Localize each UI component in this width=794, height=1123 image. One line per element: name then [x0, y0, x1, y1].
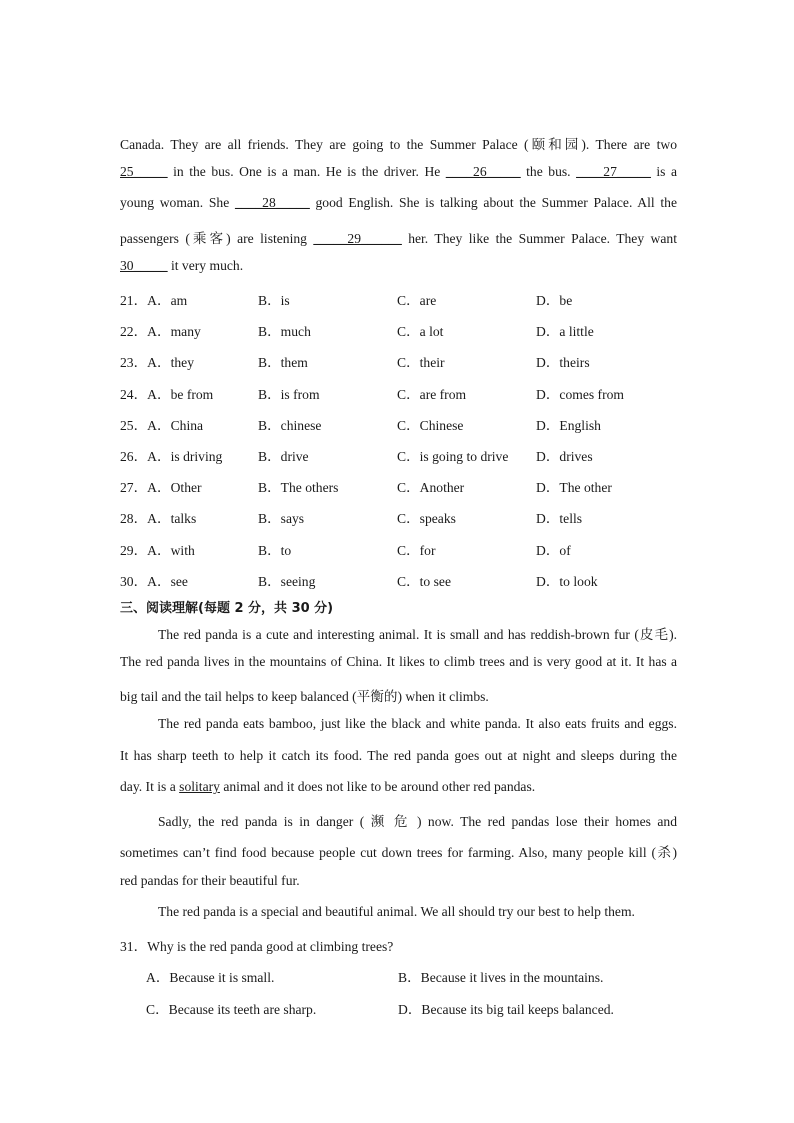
question-row	[120, 570, 680, 588]
blank-27: ____27_____	[576, 164, 651, 179]
option-c[interactable]: C．Chinese	[397, 417, 464, 433]
question-row	[120, 351, 680, 369]
option-d[interactable]: D．tells	[536, 511, 583, 527]
option-d[interactable]: D．comes from	[536, 386, 624, 402]
option-b[interactable]: B．The others	[258, 480, 339, 496]
paragraph-3-line: red pandas for their beautiful fur.	[120, 873, 300, 888]
cloze-text: passengers (乘客) are listening	[120, 231, 307, 246]
option-d[interactable]: D．a little	[536, 324, 594, 340]
option-d[interactable]: D．be	[536, 293, 573, 308]
cloze-text: good English. She is talking about the Summer Palace. All the	[315, 195, 678, 210]
option-b[interactable]: B．says	[258, 511, 305, 527]
paragraph-text: day. It is a	[120, 779, 176, 794]
cloze-line-1: Canada. They are all friends. They are going to the Summer Palace (颐和园). There are two	[120, 137, 677, 152]
blank-30: 30_____	[120, 258, 168, 273]
paragraph-3-line: sometimes can’t find food because people cut down trees for farming. Also, many people kill (杀)	[120, 845, 677, 860]
section-heading: 三、阅读理解(每题 2 分，共 30 分)	[120, 601, 334, 616]
option-a[interactable]: 22．A．many	[120, 324, 201, 340]
paragraph-text: animal and it does not like to be around other red pandas.	[223, 779, 536, 794]
option-a[interactable]: 27．A．Other	[120, 480, 202, 496]
option-d[interactable]: D．Because its big tail keeps balanced.	[398, 1002, 614, 1017]
cloze-text: in the bus. One is a man. He is the driver. He	[173, 164, 441, 179]
option-c[interactable]: C．is going to drive	[397, 449, 509, 464]
option-a[interactable]: 25．A．China	[120, 417, 204, 433]
option-a[interactable]: 21．A．am	[120, 293, 188, 308]
option-d[interactable]: D．English	[536, 417, 601, 433]
paragraph-4-line: The red panda is a special and beautiful animal. We all should try our best to help them.	[158, 904, 635, 919]
paragraph-2-line: The red panda eats bamboo, just like the black and white panda. It also eats fruits and eggs.	[158, 716, 677, 731]
option-a[interactable]: 24．A．be from	[120, 386, 214, 402]
option-c[interactable]: C．speaks	[397, 511, 456, 527]
question-row	[120, 320, 680, 338]
cloze-line-5	[120, 258, 677, 274]
underlined-word: solitary	[179, 779, 220, 794]
cloze-line-2	[120, 164, 677, 180]
option-b[interactable]: B．seeing	[258, 573, 316, 589]
question-row	[120, 476, 680, 494]
question-row	[120, 507, 680, 525]
question-row	[120, 414, 680, 432]
question-31-stem: 31．Why is the red panda good at climbing trees?	[120, 939, 394, 954]
option-d[interactable]: D．theirs	[536, 355, 590, 371]
paragraph-1-line: big tail and the tail helps to keep balanced (平衡的) when it climbs.	[120, 689, 489, 704]
option-c[interactable]: C．for	[397, 542, 436, 558]
cloze-text: is a	[656, 164, 678, 179]
option-b[interactable]: B．is	[258, 293, 290, 308]
option-a[interactable]: 26．A．is driving	[120, 449, 223, 464]
question-row	[120, 289, 680, 307]
paragraph-1-line: The red panda is a cute and interesting animal. It is small and has reddish-brown fur (皮毛).	[158, 627, 677, 642]
option-c[interactable]: C．Another	[397, 480, 465, 496]
blank-29: _____29______	[313, 231, 402, 246]
option-b[interactable]: B．is from	[258, 386, 320, 402]
option-d[interactable]: D．drives	[536, 449, 593, 464]
option-a[interactable]: A．Because it is small.	[146, 970, 275, 985]
option-b[interactable]: B．drive	[258, 449, 309, 464]
option-b[interactable]: B．to	[258, 542, 292, 558]
blank-26: ____26_____	[445, 164, 521, 179]
cloze-text: the bus.	[526, 164, 571, 179]
option-c[interactable]: C．are	[397, 293, 437, 308]
option-a[interactable]: 29．A．with	[120, 542, 195, 558]
question-row	[120, 445, 680, 463]
option-d[interactable]: D．The other	[536, 480, 612, 496]
blank-25: 25_____	[120, 164, 168, 179]
question-row	[120, 383, 680, 401]
paragraph-2-line: It has sharp teeth to help it catch its food. The red panda goes out at night and sleeps during the	[120, 748, 677, 763]
paragraph-2-line	[120, 779, 677, 795]
option-c[interactable]: C．are from	[397, 386, 467, 402]
option-a[interactable]: 30．A．see	[120, 573, 188, 589]
cloze-line-4	[120, 227, 677, 247]
paragraph-1-line: The red panda lives in the mountains of China. It likes to climb trees and is very good at it. It has a	[120, 654, 677, 669]
cloze-text: young woman. She	[120, 195, 230, 210]
blank-28: ____28_____	[234, 195, 310, 210]
option-a[interactable]: 28．A．talks	[120, 511, 197, 527]
option-d[interactable]: D．of	[536, 542, 571, 558]
cloze-line-3	[120, 195, 677, 211]
option-c[interactable]: C．to see	[397, 573, 451, 589]
paragraph-3-line: Sadly, the red panda is in danger ( 濒 危 ) now. The red pandas lose their homes and	[158, 814, 677, 829]
cloze-text: it very much.	[170, 258, 244, 273]
option-d[interactable]: D．to look	[536, 573, 598, 589]
option-b[interactable]: B．much	[258, 324, 311, 340]
option-b[interactable]: B．Because it lives in the mountains.	[398, 970, 604, 985]
option-c[interactable]: C．Because its teeth are sharp.	[146, 1002, 317, 1017]
option-a[interactable]: 23．A．they	[120, 355, 195, 371]
cloze-text: her. They like the Summer Palace. They want	[408, 231, 677, 246]
option-b[interactable]: B．chinese	[258, 417, 322, 433]
option-c[interactable]: C．a lot	[397, 324, 444, 340]
option-b[interactable]: B．them	[258, 355, 308, 371]
option-c[interactable]: C．their	[397, 355, 445, 371]
question-row	[120, 539, 680, 557]
